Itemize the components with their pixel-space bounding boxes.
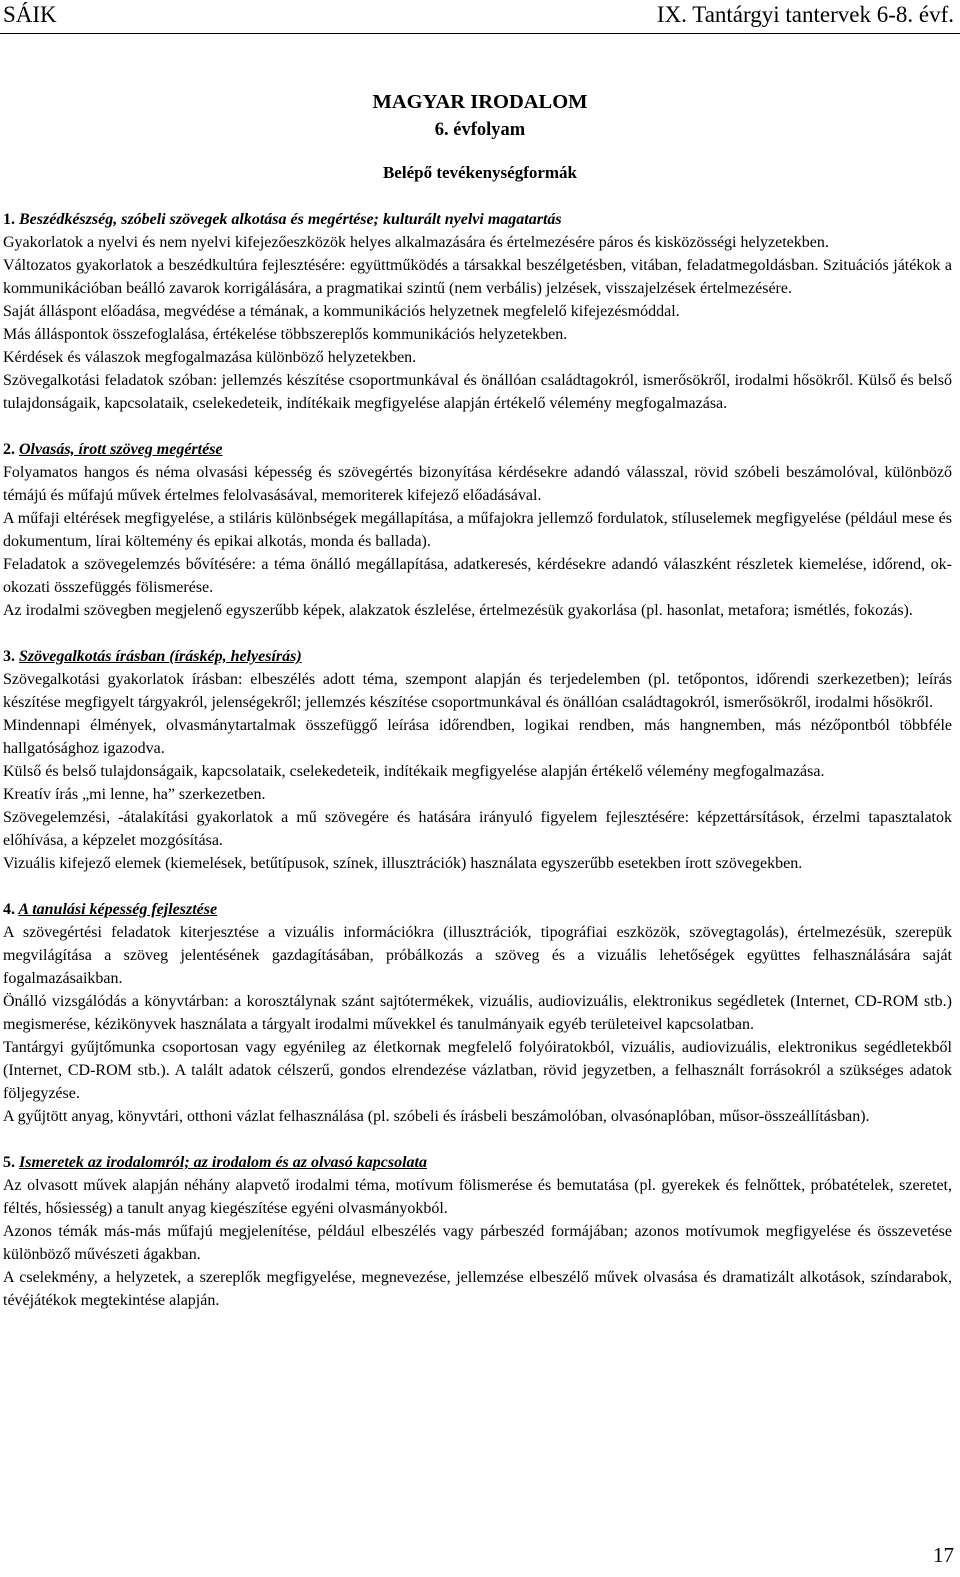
section-heading [3,898,952,921]
page-number: 17 [933,1543,954,1567]
section-3 [3,645,952,875]
document-body [3,208,952,1335]
section-heading [3,208,952,231]
paragraph: Változatos gyakorlatok a beszédkultúra fejlesztésére: együttműködés a társakkal beszélgetésben, vitában, feladatmegoldásban. Szituációs játékok a kommunikációban beálló zavarok korrigálására, a pragmatikai szintű (nem verbális) jelzések, visszajelzések értelmezésére. [3,257,952,297]
section-number: 3. [3,648,15,665]
section-heading [3,1151,952,1174]
section-number: 1. [3,211,15,228]
paragraph: Saját álláspont előadása, megvédése a témának, a kommunikációs helyzetnek megfelelő kifejezésmóddal. [3,303,680,320]
paragraph: Vizuális kifejező elemek (kiemelések, betűtípusok, színek, illusztrációk) használata egyszerűbb esetekben írott szövegekben. [3,855,803,872]
paragraph: Kreatív írás „mi lenne, ha” szerkezetben. [3,786,266,803]
paragraph: A gyűjtött anyag, könyvtári, otthoni vázlat felhasználása (pl. szóbeli és írásbeli beszámolóban, olvasónaplóban, műsor-összeállításban). [3,1108,870,1125]
section-subtitle: Belépő tevékenységformák [382,163,578,182]
paragraph: Mindennapi élmények, olvasmánytartalmak összefüggő leírása időrendben, logikai rendben, más hangnemben, más nézőpontból többféle hallgatósághoz igazodva. [3,717,952,757]
section-heading-text: Ismeretek az irodalomról; az irodalom és az olvasó kapcsolata [19,1154,427,1171]
section-1 [3,208,952,415]
paragraph: A cselekmény, a helyzetek, a szereplők megfigyelése, megnevezése, jellemzése elbeszélő művek olvasása és dramatizált alkotások, színdarabok, tévéjátékok megtekintése alapján. [3,1269,952,1309]
paragraph: Gyakorlatok a nyelvi és nem nyelvi kifejezőeszközök helyes alkalmazására és értelmezésére páros és kisközösségi helyzetekben. [3,234,829,251]
paragraph: Kérdések és válaszok megfogalmazása különböző helyzetekben. [3,349,417,366]
paragraph: Feladatok a szövegelemzés bővítésére: a téma önálló megállapítása, adatkeresés, kérdésekre adandó válaszként részletek kiemelése, időrend, ok-okozati összefüggés fölismerése. [3,556,952,596]
header-left: SÁIK [3,2,57,27]
section-heading-text: Szövegalkotás írásban (íráskép, helyesírás) [19,648,302,665]
document-title: MAGYAR IRODALOM [372,91,588,113]
section-5 [3,1151,952,1312]
paragraph: Az irodalmi szövegben megjelenő egyszerűbb képek, alakzatok észlelése, értelmezésük gyakorlása (pl. hasonlat, metafora; ismétlés, fokozás). [3,602,913,619]
title-block [0,88,960,184]
header-right: IX. Tantárgyi tantervek 6-8. évf. [656,2,954,27]
paragraph: Az olvasott művek alapján néhány alapvető irodalmi téma, motívum fölismerése és bemutatása (pl. gyerekek és felnőttek, próbatételek, szeretet, féltés, hősiesség) a tanult anyag kiegészítése egyéni olvasmányokból. [3,1177,952,1217]
section-2 [3,438,952,622]
paragraph: Más álláspontok összefoglalása, értékelése többszereplős kommunikációs helyzetekben. [3,326,568,343]
section-heading [3,438,952,461]
paragraph: Külső és belső tulajdonságaik, kapcsolataik, cselekedeteik, indítékaik megfigyelése alapján értékelő vélemény megfogalmazása. [3,763,825,780]
paragraph: A műfaji eltérések megfigyelése, a stiláris különbségek megállapítása, a műfajokra jellemző fordulatok, stíluselemek megfigyelése (például mese és dokumentum, lírai költemény és epikai alkotás, monda és ballada). [3,510,952,550]
section-heading-text: A tanulási képesség fejlesztése [18,901,218,918]
section-heading-text: Olvasás, írott szöveg megértése [19,441,223,458]
grade-title: 6. évfolyam [434,120,526,140]
section-number: 5. [3,1154,15,1171]
paragraph: Szövegalkotási gyakorlatok írásban: elbeszélés adott téma, szempont alapján és terjedelemben (pl. tetőpontos, időrendi szerkezetben); leírás készítése megfigyelt tárgyakról, jelenségekről; jellemzés készítése csoportmunkával és önállóan családtagokról, ismerősökről, irodalmi hősökről. [3,671,952,711]
paragraph: Szövegelemzési, -átalakítási gyakorlatok a mű szövegére és hatására irányuló figyelem fejlesztésére: képzettársítások, érzelmi tapasztalatok előhívása, a képzelet mozgósítása. [3,809,952,849]
running-header [0,0,960,34]
section-number: 2. [3,441,15,458]
paragraph: Szövegalkotási feladatok szóban: jellemzés készítése csoportmunkával és önállóan családtagokról, ismerősökről, irodalmi hősökről. Külső és belső tulajdonságaik, kapcsolataik, cselekedeteik, indítékaik megfigyelése alapján értékelő vélemény megfogalmazása. [3,372,952,412]
section-heading-text: Beszédkészség, szóbeli szövegek alkotása és megértése; kulturált nyelvi magatartás [19,211,562,228]
paragraph: A szövegértési feladatok kiterjesztése a vizuális információkra (illusztrációk, tipográfiai eszközök, szövegtagolás), értelmezésük, szerepük megvilágítása a szöveg jelentésének gazdagításában, próbálkozás a szöveg és a vizuális lehetőségek együttes felhasználására saját fogalmazásaikban. [3,924,952,987]
paragraph: Folyamatos hangos és néma olvasási képesség és szövegértés bizonyítása kérdésekre adandó válasszal, rövid szóbeli beszámolóval, különböző témájú és műfajú művek értelmes felolvasásával, memoriterek kifejező előadásával. [3,464,952,504]
section-4 [3,898,952,1128]
section-number: 4. [3,901,15,918]
paragraph: Önálló vizsgálódás a könyvtárban: a korosztálynak szánt sajtótermékek, vizuális, audiovizuális, elektronikus segédletek (Internet, CD-ROM stb.) megismerése, kézikönyvek használata a tárgyalt irodalmi művekkel és tanulmányaik egyéb területeivel kapcsolatban. [3,993,952,1033]
paragraph: Tantárgyi gyűjtőmunka csoportosan vagy egyénileg az életkornak megfelelő folyóiratokból, vizuális, audiovizuális, elektronikus segédletekből (Internet, CD-ROM stb.). A talált adatok célszerű, gondos elrendezése vázlatban, rövid jegyzetben, a felhasznált forrásokról a szükséges adatok följegyzése. [3,1039,952,1102]
paragraph: Azonos témák más-más műfajú megjelenítése, például elbeszélés vagy párbeszéd formájában; azonos motívumok megfigyelése és összevetése különböző művészeti ágakban. [3,1223,952,1263]
section-heading [3,645,952,668]
